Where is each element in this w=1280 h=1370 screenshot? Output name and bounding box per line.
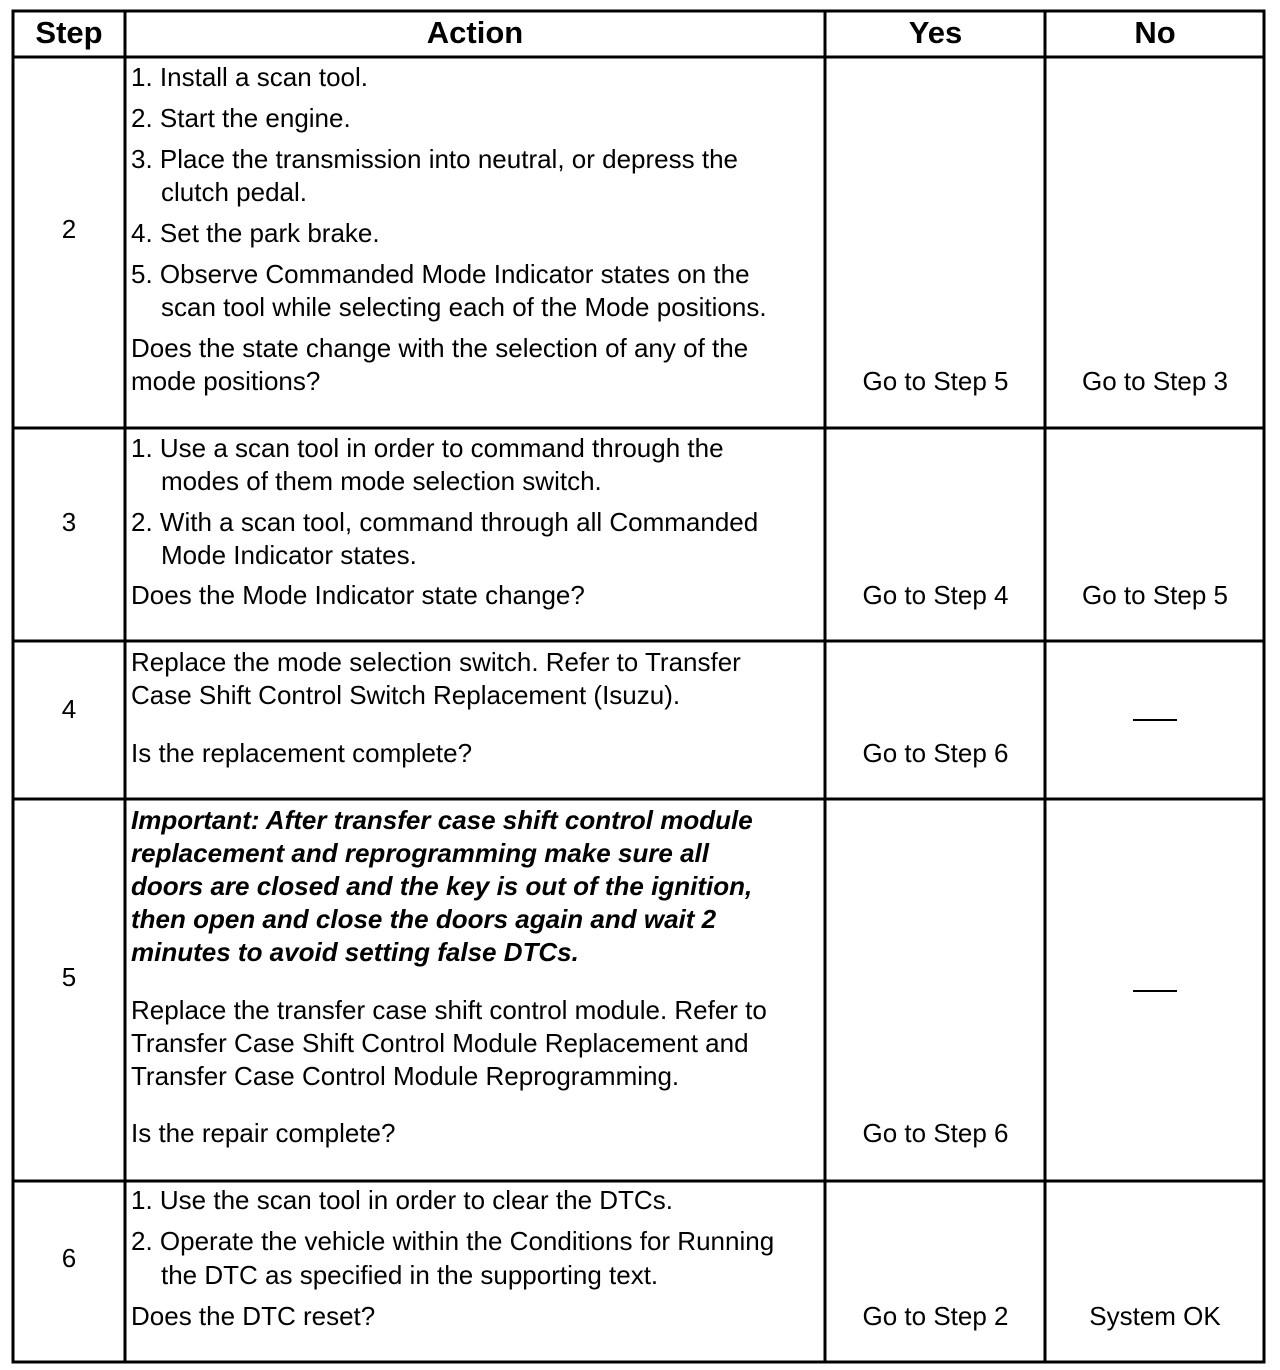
step-number: 6	[61, 1243, 77, 1273]
action-line: scan tool while selecting each of the Mode positions.	[161, 292, 767, 322]
step-number: 2	[61, 214, 77, 244]
yes-result: Go to Step 2	[862, 1301, 1009, 1331]
step-number: 5	[61, 962, 77, 992]
action-line: 2. With a scan tool, command through all Commanded	[131, 507, 759, 537]
action-line: the DTC as specified in the supporting text.	[161, 1260, 659, 1290]
step-number: 4	[61, 694, 77, 724]
action-line: clutch pedal.	[161, 177, 307, 207]
yes-result: Go to Step 4	[862, 580, 1009, 610]
action-line: Replace the mode selection switch. Refer to Transfer	[131, 647, 741, 677]
no-result: System OK	[1089, 1301, 1221, 1331]
action-line: 2. Start the engine.	[131, 103, 351, 133]
action-line: 5. Observe Commanded Mode Indicator states on the	[131, 259, 750, 289]
important-note: then open and close the doors again and wait 2	[131, 904, 717, 934]
action-question: Is the repair complete?	[131, 1118, 396, 1148]
no-dash	[1133, 719, 1177, 721]
action-line: 1. Use the scan tool in order to clear the DTCs.	[131, 1185, 673, 1215]
action-line: 1. Install a scan tool.	[131, 62, 369, 92]
header-step: Step	[35, 15, 103, 50]
action-line: 1. Use a scan tool in order to command through the	[131, 433, 724, 463]
important-note: minutes to avoid setting false DTCs.	[131, 937, 579, 967]
action-line: Case Shift Control Switch Replacement (Isuzu).	[131, 680, 681, 710]
important-note: doors are closed and the key is out of the ignition,	[131, 871, 753, 901]
yes-result: Go to Step 6	[862, 1118, 1009, 1148]
no-result: Go to Step 3	[1082, 366, 1228, 396]
no-result: Go to Step 5	[1082, 580, 1228, 610]
action-question: mode positions?	[131, 366, 321, 396]
step-number: 3	[61, 507, 77, 537]
action-line: 3. Place the transmission into neutral, or depress the	[131, 144, 738, 174]
no-dash	[1133, 990, 1177, 992]
important-note: replacement and reprogramming make sure all	[131, 838, 709, 868]
action-question: Does the Mode Indicator state change?	[131, 580, 585, 610]
action-line: Transfer Case Control Module Reprogramming.	[131, 1061, 680, 1091]
yes-result: Go to Step 5	[862, 366, 1009, 396]
important-note: Important: After transfer case shift control module	[131, 805, 753, 835]
header-action: Action	[426, 15, 524, 50]
action-line: Mode Indicator states.	[161, 540, 417, 570]
header-yes: Yes	[908, 15, 963, 50]
action-line: 4. Set the park brake.	[131, 218, 380, 248]
action-question: Is the replacement complete?	[131, 738, 473, 768]
action-line: Transfer Case Shift Control Module Replacement and	[131, 1028, 749, 1058]
action-line: Replace the transfer case shift control module. Refer to	[131, 995, 767, 1025]
action-question: Does the DTC reset?	[131, 1301, 376, 1331]
yes-result: Go to Step 6	[862, 738, 1009, 768]
action-line: 2. Operate the vehicle within the Conditions for Running	[131, 1226, 775, 1256]
action-line: modes of them mode selection switch.	[161, 466, 602, 496]
header-no: No	[1134, 15, 1176, 50]
action-question: Does the state change with the selection of any of the	[131, 333, 749, 363]
